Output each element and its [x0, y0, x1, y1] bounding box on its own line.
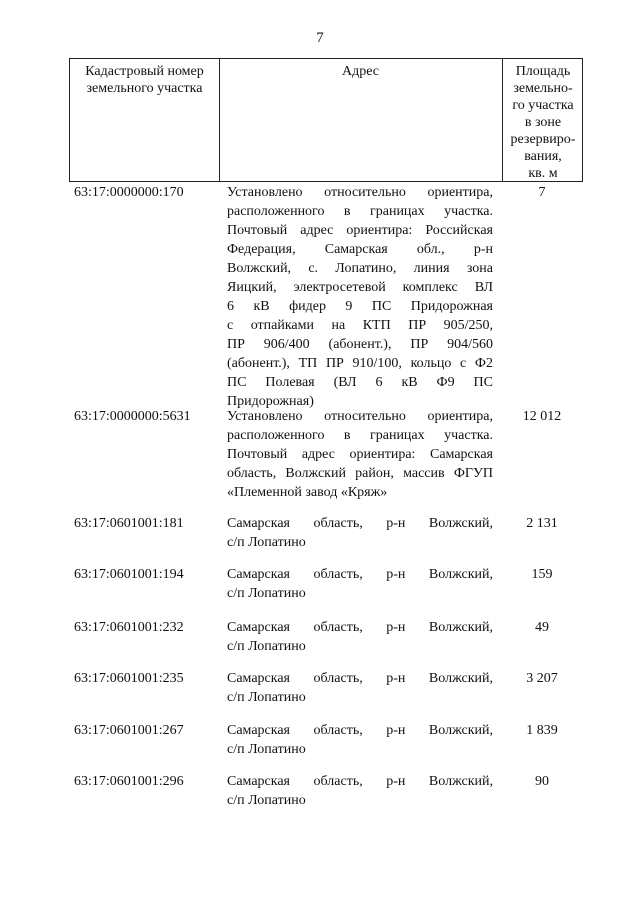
header-area-line: кв. м [528, 166, 558, 181]
address-line: с/п Лопатино [227, 793, 306, 808]
cadastral-number: 63:17:0601001:296 [74, 774, 184, 789]
address-line: с/п Лопатино [227, 639, 306, 654]
cadastral-number: 63:17:0000000:5631 [74, 409, 191, 424]
area-value: 1 839 [526, 723, 558, 738]
header-area-line: вания, [524, 149, 562, 164]
cadastral-number: 63:17:0601001:232 [74, 620, 184, 635]
address-line: Самарская область, р-н Волжский, [227, 671, 493, 686]
cadastral-number: 63:17:0601001:181 [74, 516, 184, 531]
address-line: Установлено относительно ориентира, [227, 409, 493, 424]
address-line: с/п Лопатино [227, 586, 306, 601]
table-header [69, 58, 583, 182]
address [227, 407, 493, 502]
header-area-line: Площадь [515, 64, 571, 79]
address [227, 565, 493, 603]
cadastral-number: 63:17:0000000:170 [74, 185, 184, 200]
address-line: с/п Лопатино [227, 742, 306, 757]
address [227, 618, 493, 656]
address-line: область, Волжский район, массив ФГУП [227, 466, 493, 481]
area-value: 159 [531, 567, 553, 582]
address-line: с/п Лопатино [227, 535, 306, 550]
address [227, 514, 493, 552]
address-line: Самарская область, р-н Волжский, [227, 620, 493, 635]
header-cadastral-line: земельного участка [86, 81, 203, 96]
address-line: (абонент.), ТП ПР 910/100, кольцо с Ф2 [227, 356, 493, 371]
area-value: 3 207 [526, 671, 558, 686]
address-line: Самарская область, р-н Волжский, [227, 774, 493, 789]
address-line: Придорожная) [227, 394, 314, 409]
area-value: 90 [535, 774, 549, 789]
address-line: Установлено относительно ориентира, [227, 185, 493, 200]
header-area-line: земельно- [513, 81, 573, 96]
address-line: 6 кВ фидер 9 ПС Придорожная [227, 299, 493, 314]
area-value: 49 [535, 620, 549, 635]
header-area [502, 63, 584, 182]
address-line: Почтовый адрес ориентира: Российская [227, 223, 493, 238]
header-cadastral-number [70, 63, 219, 97]
cadastral-number: 63:17:0601001:194 [74, 567, 184, 582]
address-line: Самарская область, р-н Волжский, [227, 723, 493, 738]
header-area-line: резервиро- [510, 132, 576, 147]
address-line: «Племенной завод «Кряж» [227, 485, 388, 500]
address-line: ПР 906/400 (абонент.), ПР 904/560 [227, 337, 493, 352]
address-line: Самарская область, р-н Волжский, [227, 516, 493, 531]
header-area-line: го участка [512, 98, 574, 113]
header-area-line: в зоне [524, 115, 562, 130]
area-value: 7 [538, 185, 546, 200]
address-line: расположенного в границах участка. [227, 204, 493, 219]
cadastral-number: 63:17:0601001:235 [74, 671, 184, 686]
address [227, 669, 493, 707]
address [227, 772, 493, 810]
header-address-line: Адрес [341, 64, 379, 79]
land-plots-table [69, 58, 583, 808]
address-line: ПС Полевая (ВЛ 6 кВ Ф9 ПС [227, 375, 493, 390]
page-number: 7 [316, 30, 324, 46]
area-value: 2 131 [526, 516, 558, 531]
address-line: с отпайками на КТП ПР 905/250, [227, 318, 493, 333]
header-cadastral-line: Кадастровый номер [85, 64, 204, 79]
address-line: Самарская область, р-н Волжский, [227, 567, 493, 582]
area-value: 12 012 [522, 409, 562, 424]
address [227, 183, 493, 411]
address-line: Яицкий, электросетевой комплекс ВЛ [227, 280, 493, 295]
address-line: Федерация, Самарская обл., р-н [227, 242, 493, 257]
address-line: расположенного в границах участка. [227, 428, 493, 443]
address [227, 721, 493, 759]
cadastral-number: 63:17:0601001:267 [74, 723, 184, 738]
address-line: с/п Лопатино [227, 690, 306, 705]
address-line: Почтовый адрес ориентира: Самарская [227, 447, 493, 462]
address-line: Волжский, с. Лопатино, линия зона [227, 261, 493, 276]
header-address [219, 63, 502, 80]
